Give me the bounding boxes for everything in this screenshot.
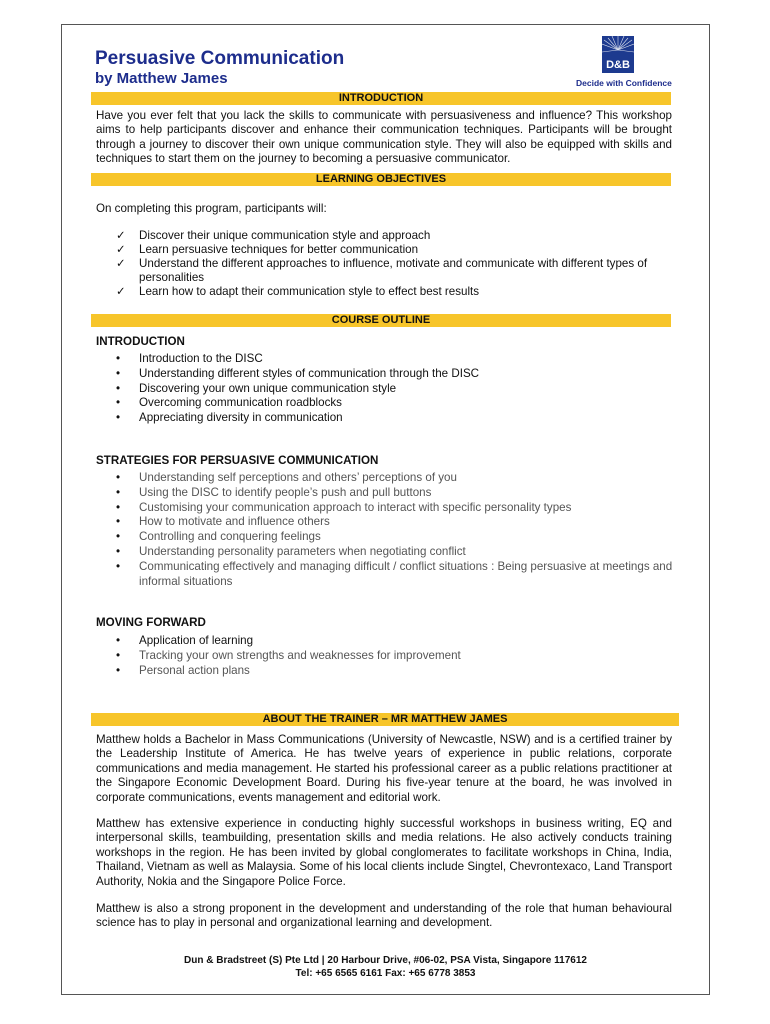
logo-text: D&B xyxy=(606,59,630,71)
outline-group-list xyxy=(116,471,676,589)
trainer-paragraph: Matthew holds a Bachelor in Mass Communications (University of Newcastle, NSW) and is a certified trainer by the Leadership Institute of America. He has twelve years of experience in public relations, corporate communications and media management. He started his professional career as a public relations practitioner at the Singapore Economic Development Board. During his five-year tenure at the board, he was involved in corporate communications, events management and editorial work. xyxy=(96,733,672,804)
introduction-heading-bar: INTRODUCTION xyxy=(91,92,671,105)
list-item: • Introduction to the DISC xyxy=(116,352,263,365)
check-icon: ✓ xyxy=(116,285,126,298)
document-title: Persuasive Communication xyxy=(95,48,345,69)
bullet-icon: • xyxy=(116,352,121,365)
bullet-icon: • xyxy=(116,544,121,558)
course-outline-heading-bar: COURSE OUTLINE xyxy=(91,314,671,327)
check-icon: ✓ xyxy=(116,243,126,256)
bullet-icon: • xyxy=(116,485,121,499)
logo-tagline: Decide with Confidence xyxy=(576,78,672,88)
outline-group-list xyxy=(116,634,676,678)
bullet-icon: • xyxy=(116,648,121,662)
bullet-icon: • xyxy=(116,366,121,380)
dnb-logo xyxy=(602,36,634,73)
bullet-icon: • xyxy=(116,396,121,410)
introduction-text: Have you ever felt that you lack the skills to communicate with persuasiveness and influence? This workshop aims to help participants discover and enhance their communication techniques. Participants will be brought through a journey to discover their own unique communication style. They will also be equipped with skills and techniques to start them on the journey to becoming a persuasive communicator. xyxy=(96,109,672,166)
bullet-icon: • xyxy=(116,663,121,677)
trainer-paragraph: Matthew is also a strong proponent in the development and understanding of the role that human behavioural science has to play in personal and organizational learning and development. xyxy=(96,902,672,930)
check-icon: ✓ xyxy=(116,257,126,270)
bullet-icon: • xyxy=(116,515,121,529)
starburst-icon xyxy=(602,36,634,73)
footer-address: Dun & Bradstreet (S) Pte Ltd | 20 Harbour Drive, #06-02, PSA Vista, Singapore 117612 xyxy=(184,955,587,966)
list-item: • How to motivate and influence others xyxy=(116,515,330,529)
bullet-icon: • xyxy=(116,381,121,395)
list-item: ✓ Discover their unique communication style and approach xyxy=(116,229,431,242)
bullet-icon: • xyxy=(116,634,121,647)
objectives-heading-bar: LEARNING OBJECTIVES xyxy=(91,173,671,186)
document-subtitle: by Matthew James xyxy=(95,70,228,87)
list-item: • Application of learning xyxy=(116,634,254,647)
bullet-icon: • xyxy=(116,500,121,514)
list-item: • Discovering your own unique communication style xyxy=(116,381,397,395)
bullet-icon: • xyxy=(116,471,121,484)
list-item: • Personal action plans xyxy=(116,663,250,677)
objectives-lead: On completing this program, participants will: xyxy=(96,202,327,215)
list-item: • Using the DISC to identify people’s push and pull buttons xyxy=(116,485,432,499)
footer-contact: Tel: +65 6565 6161 Fax: +65 6778 3853 xyxy=(295,968,476,979)
list-item: ✓ Understand the different approaches to influence, motivate and communicate with different types of personalities xyxy=(116,257,648,284)
list-item: • Tracking your own strengths and weaknesses for improvement xyxy=(116,648,461,662)
list-item: • Appreciating diversity in communication xyxy=(116,411,343,425)
list-item: • Controlling and conquering feelings xyxy=(116,530,321,544)
trainer-paragraph: Matthew has extensive experience in conducting highly successful workshops in business writing, EQ and interpersonal skills, teambuilding, presentation skills and media relations. He also actively conducts training workshops in the region. He has been invited by global conglomerates to facilitate workshops in China, India, Thailand, Vietnam as well as Malaysia. Some of his local clients include Singtel, Chevrontexaco, Land Transport Authority, Nokia and the Singapore Police Force. xyxy=(96,817,672,888)
list-item: • Overcoming communication roadblocks xyxy=(116,396,342,410)
list-item: ✓ Learn how to adapt their communication style to effect best results xyxy=(116,285,480,298)
trainer-heading-bar: ABOUT THE TRAINER – MR MATTHEW JAMES xyxy=(91,713,679,726)
outline-group-title: MOVING FORWARD xyxy=(96,616,206,629)
outline-group-title: STRATEGIES FOR PERSUASIVE COMMUNICATION xyxy=(96,454,379,467)
bullet-icon: • xyxy=(116,411,121,425)
list-item: • Understanding different styles of communication through the DISC xyxy=(116,366,480,380)
list-item: • Understanding personality parameters when negotiating conflict xyxy=(116,544,466,558)
outline-group-title: INTRODUCTION xyxy=(96,335,185,348)
list-item: ✓ Learn persuasive techniques for better communication xyxy=(116,243,419,256)
objectives-list xyxy=(116,229,676,299)
check-icon: ✓ xyxy=(116,229,126,242)
list-item: • Customising your communication approach to interact with specific personality types xyxy=(116,500,572,514)
list-item: • Communicating effectively and managing difficult / conflict situations : Being persuasive at meetings and informal situations xyxy=(116,559,673,588)
outline-group-list xyxy=(116,352,676,426)
list-item: • Understanding self perceptions and others’ perceptions of you xyxy=(116,471,457,484)
bullet-icon: • xyxy=(116,530,121,544)
bullet-icon: • xyxy=(116,559,121,573)
